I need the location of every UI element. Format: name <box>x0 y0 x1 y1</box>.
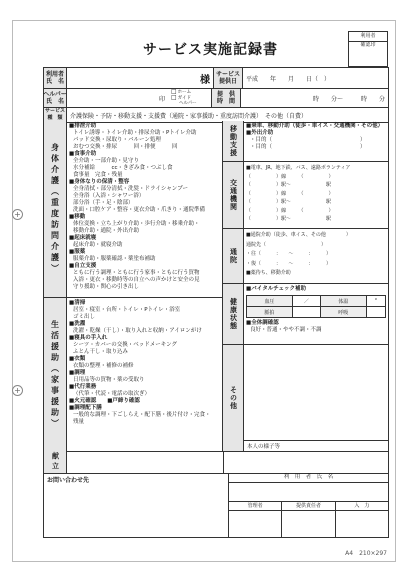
body-care-options[interactable]: 体位変換・立ち上がり介助・歩行介助・移乗介助・ 移動介助・通院・外出介助 <box>73 221 200 234</box>
user-signature-field[interactable] <box>229 483 388 502</box>
condition-options[interactable]: 良好・普通・やや不調・不調 <box>250 327 322 333</box>
life-support-options[interactable]: 衣類の整理・補修の補修 <box>73 363 134 369</box>
body-care-heading: ■身体なりの保清・整容 <box>69 179 130 185</box>
paper-size-note: A4 210×297 <box>345 550 387 557</box>
vital-row <box>247 296 386 307</box>
user-name-field[interactable] <box>67 68 214 88</box>
life-support-options[interactable]: （代筆・代読・電話の取次ぎ） <box>73 391 151 397</box>
contact-area <box>44 473 229 537</box>
input-seal-field[interactable] <box>336 511 388 537</box>
body-care-section <box>44 121 222 298</box>
life-support-items <box>67 298 222 451</box>
transport-label: 交通機関 <box>229 179 238 211</box>
hospital-field[interactable]: ■通院介助（徒歩、車イス、その他 ） 通院先（ ） ・往（ ： 〜 ： ） ・復（ ： 〜 ： ） ■薬待ち、移動介助 <box>246 232 351 276</box>
body-care-label-cell <box>44 121 67 297</box>
menu-row <box>43 451 389 474</box>
manager-seal-field[interactable] <box>229 511 281 537</box>
provider-chief-label: 提供責任者 <box>282 502 334 511</box>
sama-text: 様 <box>200 74 210 86</box>
vital-value-field[interactable] <box>292 307 320 318</box>
signature-area <box>229 473 388 537</box>
condition-heading: ■全体調確認 <box>246 320 279 326</box>
person-note-label: 本人の様子等 <box>244 440 388 451</box>
life-support-heading: ■洗濯 <box>69 321 86 327</box>
contact-label: お問い合わせ先 <box>47 477 90 484</box>
move-support-section <box>223 121 388 162</box>
move-support-options[interactable]: ・目的（ ） ・目的（ ） <box>250 137 366 150</box>
vital-label: 呼吸 <box>320 307 366 318</box>
body-care-options[interactable]: 全身清拭・部分清拭・洗髪・ドライシャンプー 全身浴（入浴・シャワー浴） 部分浴（手・足・陰部） 洗面・口腔ケア・整容・更衣介助・爪きり・通院準備 <box>73 186 206 213</box>
vital-value-field[interactable]: ／ <box>292 296 320 307</box>
right-column <box>223 121 388 451</box>
body-care-label: 身体介護（重度訪問介護） <box>50 143 60 275</box>
user-confirm-stamp-box[interactable] <box>348 31 388 67</box>
form-sheet <box>12 20 396 562</box>
left-column <box>44 121 223 451</box>
body-care-options[interactable]: トイレ誘導・トイレ介助・排尿介助・Pトイレ介助 パッド交換・尿取り・バルーン処理 おむつ交換・排尿 回・排便 回 <box>73 130 197 150</box>
binder-hole-icon: + <box>12 385 23 396</box>
user-signature-label: 利 用 者 氏 名 <box>229 473 388 483</box>
time-field[interactable]: 時 分〜 時 分 <box>312 95 385 103</box>
vital-label: 体温 <box>320 296 366 307</box>
other-label: その他 <box>229 386 238 410</box>
vital-table <box>246 295 386 318</box>
time-label: 提 供 時 間 <box>212 89 241 107</box>
vital-label: 血圧 <box>247 296 293 307</box>
person-note-field[interactable] <box>224 451 388 473</box>
transport-field[interactable]: ■電車、JR、地下鉄、バス、遠路ボランティア （ ）線 （ ） （ ）駅〜 駅 （ ）線 （ ） （ ）駅〜 駅 （ ）線 （ ） （ ）駅〜 駅 <box>246 165 351 222</box>
move-support-items[interactable] <box>244 121 388 161</box>
body-care-items <box>67 121 222 297</box>
body-care-heading: ■起床就寝 <box>69 235 97 241</box>
life-support-heading: ■火元確認 ■戸締り確認 <box>69 398 140 404</box>
body-care-heading: ■自立支援 <box>69 263 97 269</box>
move-support-heading: ■外出介助 <box>246 130 274 136</box>
life-support-heading: ■調理配下膳 <box>69 405 102 411</box>
service-type-label: サービス 種 類 <box>44 108 65 121</box>
life-support-options[interactable]: 日用品等の買物・薬の受取り <box>73 377 145 383</box>
life-support-heading: ■清掃 <box>69 300 86 306</box>
form-title: サービス実施記録書 <box>143 42 278 58</box>
main-body <box>43 121 389 452</box>
body-care-options[interactable]: ともに行う調理・ともに行う家事・ともに行う買物 入浴・更衣・移動時等の自立への声かけと安全の見 守り援助・関心の引き出し <box>73 270 200 290</box>
helper-type-options <box>168 89 212 107</box>
life-support-section <box>44 298 222 451</box>
helper-name-label: ヘルパー 氏 名 <box>43 91 67 105</box>
vital-label: 脈拍 <box>247 307 293 318</box>
body-care-options[interactable]: 起床介助・就寝介助 <box>73 242 123 248</box>
life-support-heading: ■衣類 <box>69 356 86 362</box>
body-care-options[interactable]: 全介助・一部介助・見守り 水分補給 cc・きざみ食・つぶし食 食事量 完食・残量 <box>73 158 173 178</box>
body-care-heading: ■排泄介助 <box>69 123 97 129</box>
transport-section <box>223 162 388 229</box>
other-field[interactable] <box>244 345 388 451</box>
footer-block <box>43 473 389 538</box>
move-support-label: 移動支援 <box>229 125 238 157</box>
helper-opt-guide[interactable]: □ ガイド <box>171 95 191 101</box>
life-support-options[interactable]: 洗濯・乾燥（干し）・取り入れと収納・アイロンがけ <box>73 328 202 334</box>
staff-seal-row <box>229 502 388 537</box>
life-support-options[interactable]: シーツ・カバーの交換・ベッドメーキング ふとん干し・取り込み <box>73 342 178 355</box>
helper-name-field[interactable] <box>67 89 168 107</box>
provide-date-field[interactable]: 平成 年 月 日（ ） <box>246 75 331 83</box>
life-support-label-cell <box>44 298 67 451</box>
provide-date-label: サービス 提供日 <box>214 68 243 88</box>
manager-label: 管理者 <box>229 502 281 511</box>
life-support-label: 生活援助（家事援助） <box>50 319 60 430</box>
body-care-options[interactable]: 服薬介助・服薬確認・薬塗布補助 <box>73 256 156 262</box>
body-care-heading: ■服薬 <box>69 249 86 255</box>
helper-opt-helper: ヘルパー <box>179 101 197 106</box>
seal-text: 印 <box>158 95 165 103</box>
menu-label: 献立 <box>51 452 60 472</box>
helper-opt-home[interactable]: □ ホーム <box>171 89 191 95</box>
stamp-label-2: 確認印 <box>360 42 376 48</box>
stamp-label-1: 利用者 <box>349 32 387 42</box>
life-support-heading: ■調理 <box>69 370 86 376</box>
user-name-label: 利用者 氏 名 <box>44 68 67 88</box>
hospital-section <box>223 229 388 284</box>
menu-field[interactable] <box>67 451 224 473</box>
life-support-heading: ■寝具の手入れ <box>69 335 108 341</box>
vital-value-field[interactable] <box>366 307 385 318</box>
vital-row <box>247 307 386 318</box>
health-section <box>223 284 388 345</box>
life-support-options[interactable]: 居室・寝室・台所・トイレ・Pトイレ・浴室 ゴミ出し <box>73 307 181 320</box>
binder-hole-icon: + <box>12 209 23 220</box>
other-section <box>223 345 388 451</box>
vital-value-field[interactable]: ° <box>366 296 385 307</box>
hospital-label: 通院 <box>229 248 238 264</box>
provider-chief-seal-field[interactable] <box>282 511 334 537</box>
header-grid <box>43 67 389 123</box>
life-support-options[interactable]: 一般的な調理・下ごしらえ・配下膳・後片付け・完食・ 残量 <box>73 412 211 425</box>
life-support-heading: ■代行業務 <box>69 384 97 390</box>
service-type-field[interactable]: 介護保険・予防・移動支援・支援費（通院・家事援助・重度訪問介護） その他（自費） <box>70 112 308 120</box>
vital-heading: ■バイタルチェック補助 <box>246 286 307 292</box>
body-care-heading: ■移動 <box>69 214 86 220</box>
input-label: 入 力 <box>336 502 388 511</box>
body-care-heading: ■食事介助 <box>69 151 97 157</box>
health-label: 健康状態 <box>229 298 238 330</box>
move-support-heading: ■乗車、移動介助（徒歩・車イス・交通機関・その他） <box>246 123 384 129</box>
health-content <box>244 284 388 344</box>
